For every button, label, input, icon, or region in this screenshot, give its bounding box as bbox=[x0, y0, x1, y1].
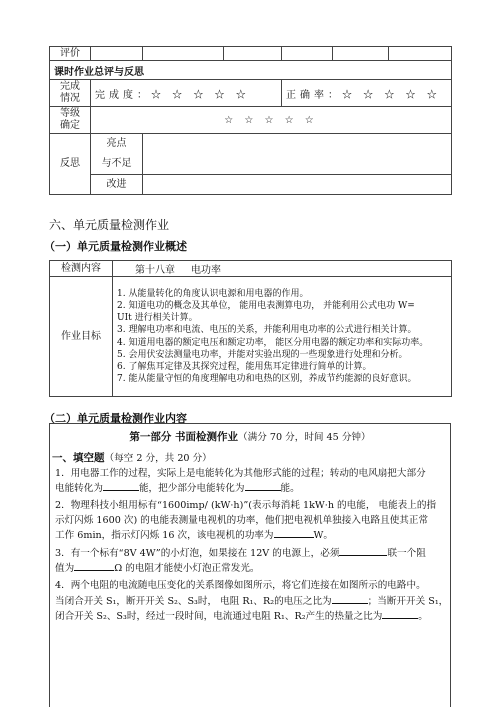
answer-blank[interactable] bbox=[74, 561, 114, 571]
goal-label: 作业目标 bbox=[50, 277, 113, 397]
question-2-line-1: 2．物理科技小组用标有“1600imp/ (kW·h)”(表示每消耗 1kW·h 的电能， 电能表上的指 bbox=[55, 500, 437, 512]
question-1-line-1: 1．用电器工作的过程，实际上是电能转化为其他形式能的过程；转动的电风扇把大部分 bbox=[55, 468, 426, 479]
question-3-line-2: 值为 Ω 的电阻才能使小灯泡正常发光。 bbox=[55, 563, 260, 575]
answer-blank[interactable] bbox=[274, 528, 314, 538]
question-4-line-2: 当闭合开关 S₁，断开开关 S₂、S₃时， 电阻 R₁、R₂的电压之比为 ；当断开开关 S₁， bbox=[55, 595, 449, 607]
goal-item: 1. 从能量转化的角度认识电源和用电器的作用。 bbox=[117, 288, 309, 299]
fill-title-row: 一、填空题（每空 2 分，共 20 分） bbox=[52, 452, 212, 464]
content-label: 检测内容 bbox=[50, 261, 113, 277]
question-2-line-2: 示灯闪烁 1600 次) 的电能表测量电视机的功率，他们把电视机单独接入电路且使其正常 bbox=[55, 514, 429, 526]
overview-table bbox=[49, 260, 452, 397]
question-1-line-2: 电能转化为 能，把少部分电能转化为 能。 bbox=[55, 483, 300, 495]
goal-list bbox=[113, 277, 452, 397]
goal-item: 6. 了解焦耳定律及其探究过程，能用焦耳定律进行简单的计算。 bbox=[117, 361, 372, 372]
summary-title: 课时作业总评与反思 bbox=[50, 61, 452, 80]
part-title-row: 第一部分 书面检测作业（满分 70 分，时间 45 分钟） bbox=[129, 431, 371, 443]
improve-label: 改进 bbox=[91, 175, 143, 195]
completion-degree: 完成度：☆ ☆ ☆ ☆ ☆ bbox=[91, 80, 282, 107]
answer-blank[interactable] bbox=[339, 546, 387, 556]
answer-blank[interactable] bbox=[245, 481, 281, 491]
question-2-line-3: 工作 6min，指示灯闪烁 16 次，该电视机的功率为 W。 bbox=[55, 529, 333, 541]
reflect-label: 反思 bbox=[50, 134, 91, 195]
pingjia-label: 评价 bbox=[50, 47, 91, 61]
grade-stars: ☆ ☆ ☆ ☆ ☆ bbox=[91, 107, 452, 134]
written-test-box bbox=[49, 423, 451, 707]
chapter-cell: 第十八章 电功率 bbox=[113, 261, 452, 277]
goal-item: 4. 知道用电器的额定电压和额定功率， 能区分用电器的额定功率和实际功率。 bbox=[117, 337, 429, 348]
answer-blank[interactable] bbox=[103, 481, 139, 491]
grade-label: 等级 确定 bbox=[50, 107, 91, 134]
question-3-line-1: 3．有一个标有“8V 4W”的小灯泡，如果接在 12V 的电源上，必须 联一个阻 bbox=[55, 548, 426, 560]
answer-blank[interactable] bbox=[332, 594, 368, 604]
accuracy: 正确率：☆ ☆ ☆ ☆ ☆ bbox=[282, 80, 452, 107]
question-list bbox=[50, 467, 450, 624]
goal-item: 5. 会用伏安法测量电功率，并能对实验出现的一些现象进行处理和分析。 bbox=[117, 349, 408, 360]
goal-item: 2. 知道电功的概念及其单位， 能用电表测算电功， 并能利用公式电功 W= bbox=[117, 300, 415, 311]
goal-item: 7. 能从能量守恒的角度理解电功和电热的区别，养成节约能源的良好意识。 bbox=[117, 374, 417, 385]
section-2-title: （二）单元质量检测作业内容 bbox=[44, 412, 187, 425]
highlight-label: 亮点 与不足 bbox=[91, 134, 143, 175]
answer-blank[interactable] bbox=[382, 609, 418, 619]
question-4-line-1: 4．两个电阻的电流随电压变化的关系图像如图所示，将它们连接在如图所示的电路中。 bbox=[55, 580, 426, 592]
section-6-title: 六、单元质量检测作业 bbox=[49, 218, 170, 232]
evaluation-table bbox=[49, 46, 452, 195]
question-4-line-3: 闭合开关 S₂、S₃时，经过一段时间，电流通过电阻 R₁、R₂产生的热量之比为 。 bbox=[55, 610, 428, 622]
goal-item: UIt 进行相关计算。 bbox=[117, 313, 198, 324]
completion-label: 完成 情况 bbox=[50, 80, 91, 107]
goal-item: 3. 理解电功率和电流、电压的关系，并能利用电功率的公式进行相关计算。 bbox=[117, 325, 417, 336]
section-6-sub1: （一）单元质量检测作业概述 bbox=[44, 240, 187, 253]
